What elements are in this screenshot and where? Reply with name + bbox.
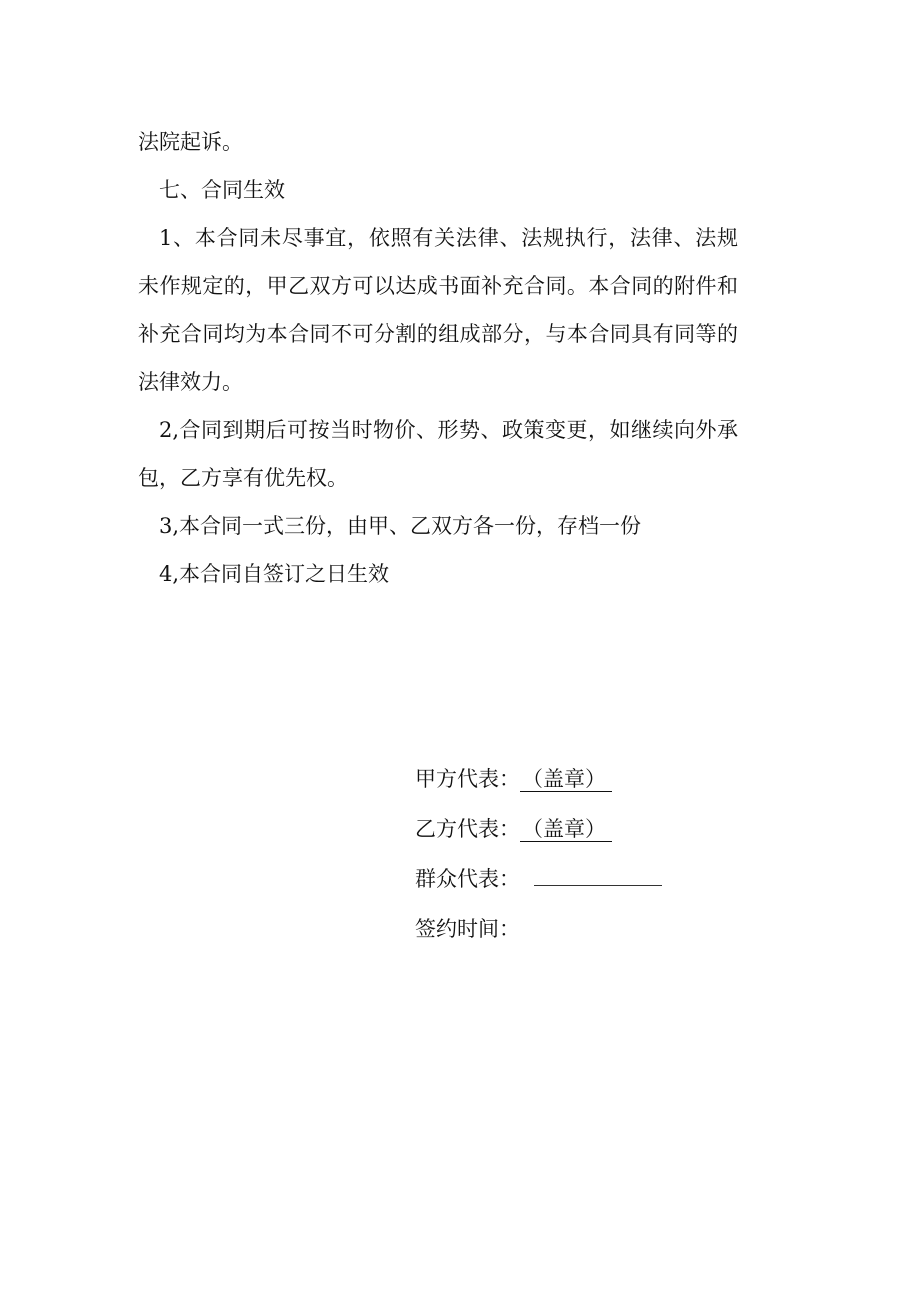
signing-date-row xyxy=(415,904,662,954)
section-heading-effect: 七、合同生效 xyxy=(159,178,285,202)
signing-date-label: 签约时间： xyxy=(415,917,520,941)
clause-2: 2,合同到期后可按当时物价、形势、政策变更，如继续向外承包，乙方享有优先权。 xyxy=(138,418,738,490)
contract-body xyxy=(138,118,738,598)
party-b-signature-row xyxy=(415,804,662,854)
paragraph-lawsuit-end: 法院起诉。 xyxy=(138,130,243,154)
party-b-seal: （盖章） xyxy=(520,817,612,842)
party-b-label: 乙方代表： xyxy=(415,817,520,841)
signature-block xyxy=(415,754,662,954)
public-rep-signature-row xyxy=(415,854,662,904)
clause-4: 4,本合同自签订之日生效 xyxy=(159,562,390,586)
clause-3: 3,本合同一式三份，由甲、乙双方各一份，存档一份 xyxy=(159,514,642,538)
party-a-seal: （盖章） xyxy=(520,767,612,792)
public-rep-signature-line xyxy=(534,865,662,886)
public-rep-label: 群众代表： xyxy=(415,867,520,891)
party-a-signature-row xyxy=(415,754,662,804)
clause-1: 1、本合同未尽事宜，依照有关法律、法规执行，法律、法规未作规定的，甲乙双方可以达成书面补充合同。本合同的附件和补充合同均为本合同不可分割的组成部分，与本合同具有同等的法律效力。 xyxy=(138,226,738,394)
party-a-label: 甲方代表： xyxy=(415,767,520,791)
